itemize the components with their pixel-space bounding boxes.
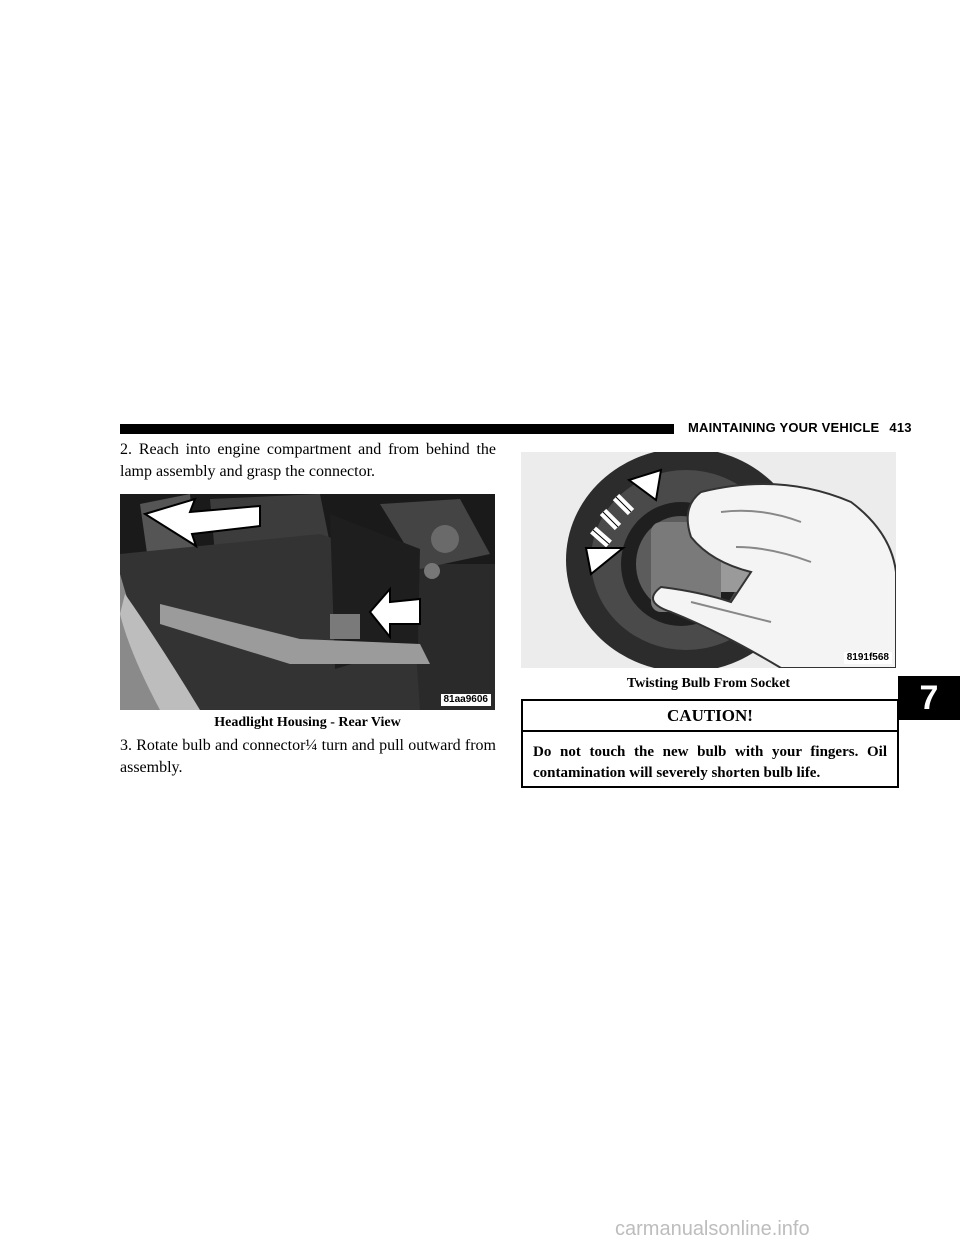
bulb-socket-photo bbox=[521, 452, 896, 668]
caution-title: CAUTION! bbox=[523, 701, 897, 732]
figure-1-code: 81aa9606 bbox=[441, 694, 492, 706]
caution-body: Do not touch the new bulb with your fingers. Oil contamination will severely shorten bulb life. bbox=[533, 744, 887, 781]
headlight-housing-illustration bbox=[120, 494, 495, 710]
page-number: 413 bbox=[889, 420, 912, 435]
header-rule bbox=[120, 424, 674, 434]
figure-2-code: 8191f568 bbox=[844, 652, 892, 664]
section-title: MAINTAINING YOUR VEHICLE bbox=[688, 420, 880, 435]
step-2-text: 2. Reach into engine compartment and from behind the lamp assembly and grasp the connector. bbox=[120, 441, 496, 480]
bulb-socket-illustration bbox=[521, 452, 896, 668]
figure-1-caption: Headlight Housing - Rear View bbox=[214, 715, 401, 730]
watermark: carmanualsonline.info bbox=[615, 1218, 810, 1240]
chapter-tab: 7 bbox=[898, 676, 960, 720]
figure-2-caption: Twisting Bulb From Socket bbox=[626, 676, 791, 691]
running-header bbox=[688, 420, 912, 435]
headlight-housing-photo bbox=[120, 494, 495, 710]
caution-box bbox=[521, 699, 899, 788]
step-3-text: 3. Rotate bulb and connector¼ turn and pull outward from assembly. bbox=[120, 737, 496, 776]
